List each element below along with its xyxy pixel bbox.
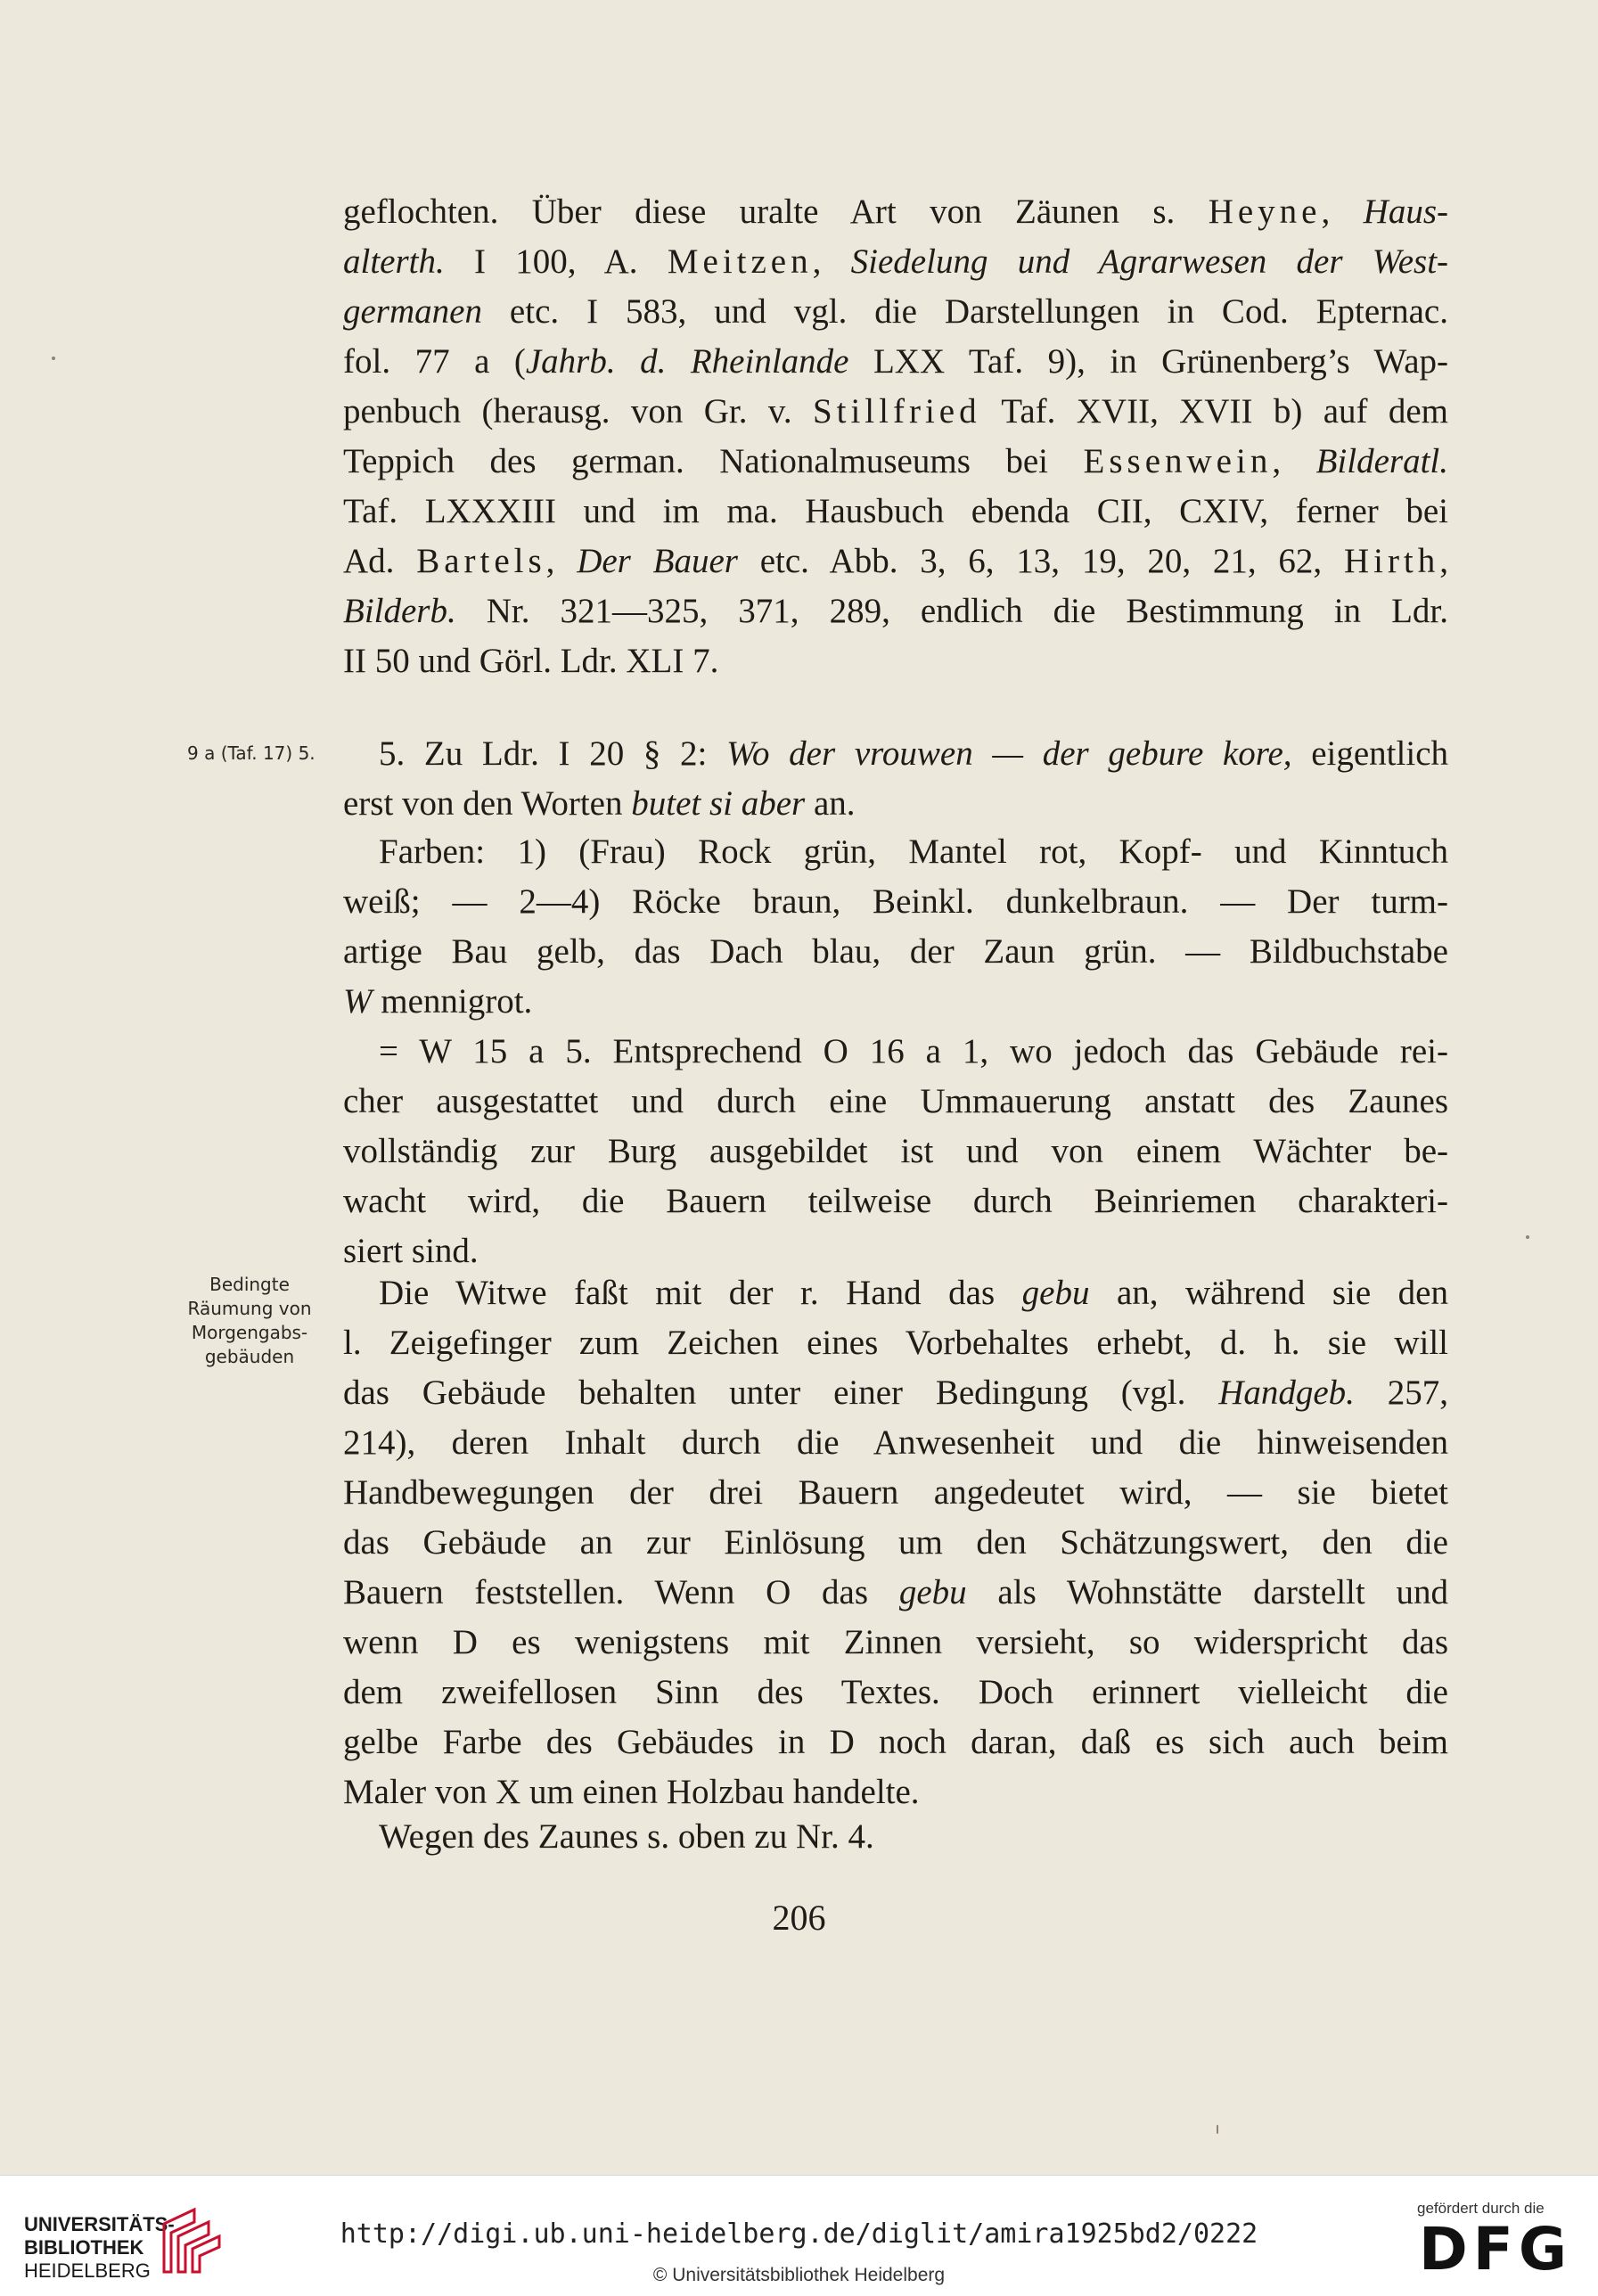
- text-line: weiß; — 2—4) Röcke braun, Beinkl. dunkelbraun. — Der turm-: [343, 882, 1448, 921]
- permalink-url[interactable]: http://digi.ub.uni-heidelberg.de/diglit/amira1925bd2/0222: [340, 2218, 1258, 2250]
- dfg-logo: DFG: [1419, 2215, 1573, 2284]
- text-line: = W 15 a 5. Entsprechend O 16 a 1, wo jedoch das Gebäude rei-: [379, 1032, 1448, 1070]
- margin-reference: 9 a (Taf. 17) 5.: [187, 742, 316, 764]
- text-line: dem zweifellosen Sinn des Textes. Doch erinnert vielleicht die: [343, 1673, 1448, 1711]
- text-line: Wegen des Zaunes s. oben zu Nr. 4.: [379, 1817, 874, 1856]
- text-line: vollständig zur Burg ausgebildet ist und von einem Wächter be-: [343, 1132, 1448, 1170]
- text-line: penbuch (herausg. von Gr. v. Stillfried Taf. XVII, XVII b) auf dem: [343, 392, 1449, 430]
- text-line: Die Witwe faßt mit der r. Hand das gebu an, während sie den: [379, 1274, 1448, 1312]
- text-line: das Gebäude behalten unter einer Bedingung (vgl. Handgeb. 257,: [343, 1374, 1449, 1412]
- text-line: fol. 77 a (Jahrb. d. Rheinlande LXX Taf. 9), in Grünenberg’s Wap-: [343, 342, 1448, 381]
- text-line: 5. Zu Ldr. I 20 § 2: Wo der vrouwen — der gebure kore, eigentlich: [379, 734, 1448, 773]
- paragraph-continuation: [343, 187, 1448, 686]
- text-line: wacht wird, die Bauern teilweise durch Beinriemen charakteri-: [343, 1182, 1448, 1220]
- library-name-line: HEIDELBERG: [24, 2259, 151, 2282]
- margin-note-line: Morgengabs-: [191, 1322, 308, 1343]
- fence-reference-paragraph: [343, 1812, 1448, 1862]
- paper-speck: [1526, 1235, 1529, 1239]
- text-line: wenn D es wenigstens mit Zinnen versieht, so widerspricht das: [343, 1623, 1448, 1661]
- text-line: W mennigrot.: [343, 982, 533, 1021]
- text-line: l. Zeigefinger zum Zeichen eines Vorbehaltes erhebt, d. h. sie will: [343, 1324, 1448, 1362]
- widow-paragraph: [343, 1268, 1448, 1817]
- margin-note-line: gebäuden: [204, 1346, 295, 1367]
- text-line: Farben: 1) (Frau) Rock grün, Mantel rot, Kopf- und Kinntuch: [379, 832, 1448, 871]
- margin-note-line: Räumung von: [187, 1298, 312, 1319]
- paper-speck: [52, 357, 55, 360]
- funding-label: gefördert durch die: [1417, 2200, 1545, 2217]
- margin-note: [169, 1273, 330, 1369]
- text-line: II 50 und Görl. Ldr. XLI 7.: [343, 642, 719, 680]
- text-line: siert sind.: [343, 1232, 479, 1270]
- text-line: das Gebäude an zur Einlösung um den Schätzungswert, den die: [343, 1523, 1448, 1562]
- text-line: Ad. Bartels, Der Bauer etc. Abb. 3, 6, 13, 19, 20, 21, 62, Hirth,: [343, 542, 1449, 580]
- text-line: gelbe Farbe des Gebäudes in D noch daran, daß es sich auch beim: [343, 1723, 1448, 1761]
- page-number: 206: [772, 1898, 826, 1938]
- text-line: geflochten. Über diese uralte Art von Zäunen s. Heyne, Haus-: [343, 193, 1449, 231]
- text-line: erst von den Worten butet si aber an.: [343, 784, 856, 823]
- colors-paragraph: [343, 827, 1448, 1027]
- text-line: artige Bau gelb, das Dach blau, der Zaun grün. — Bildbuchstabe: [343, 932, 1448, 971]
- text-line: germanen etc. I 583, und vgl. die Darstellungen in Cod. Epternac.: [343, 292, 1448, 331]
- text-line: Bauern feststellen. Wenn O das gebu als Wohnstätte darstellt und: [343, 1573, 1448, 1611]
- paper-speck: [1217, 2125, 1218, 2134]
- text-line: Maler von X um einen Holzbau handelte.: [343, 1773, 920, 1811]
- library-name-line: UNIVERSITÄTS-: [24, 2213, 175, 2235]
- footer-bar: [0, 2175, 1598, 2296]
- text-line: Handbewegungen der drei Bauern angedeutet wird, — sie bietet: [343, 1473, 1448, 1512]
- text-line: cher ausgestattet und durch eine Ummauerung anstatt des Zaunes: [343, 1082, 1448, 1120]
- section-5-heading: [343, 729, 1448, 829]
- text-line: Bilderb. Nr. 321—325, 371, 289, endlich die Bestimmung in Ldr.: [343, 592, 1448, 630]
- comparison-paragraph: [343, 1027, 1448, 1276]
- text-line: alterth. I 100, A. Meitzen, Siedelung und Agrarwesen der West-: [343, 242, 1449, 281]
- text-line: Taf. LXXXIII und im ma. Hausbuch ebenda CII, CXIV, ferner bei: [343, 492, 1448, 530]
- copyright-notice: © Universitätsbibliothek Heidelberg: [652, 2265, 946, 2285]
- text-line: Teppich des german. Nationalmuseums bei Essenwein, Bilderatl.: [343, 442, 1449, 480]
- library-name-line: BIBLIOTHEK: [24, 2236, 144, 2259]
- text-line: 214), deren Inhalt durch die Anwesenheit und die hinweisenden: [343, 1423, 1448, 1462]
- margin-note-line: Bedingte: [209, 1274, 290, 1295]
